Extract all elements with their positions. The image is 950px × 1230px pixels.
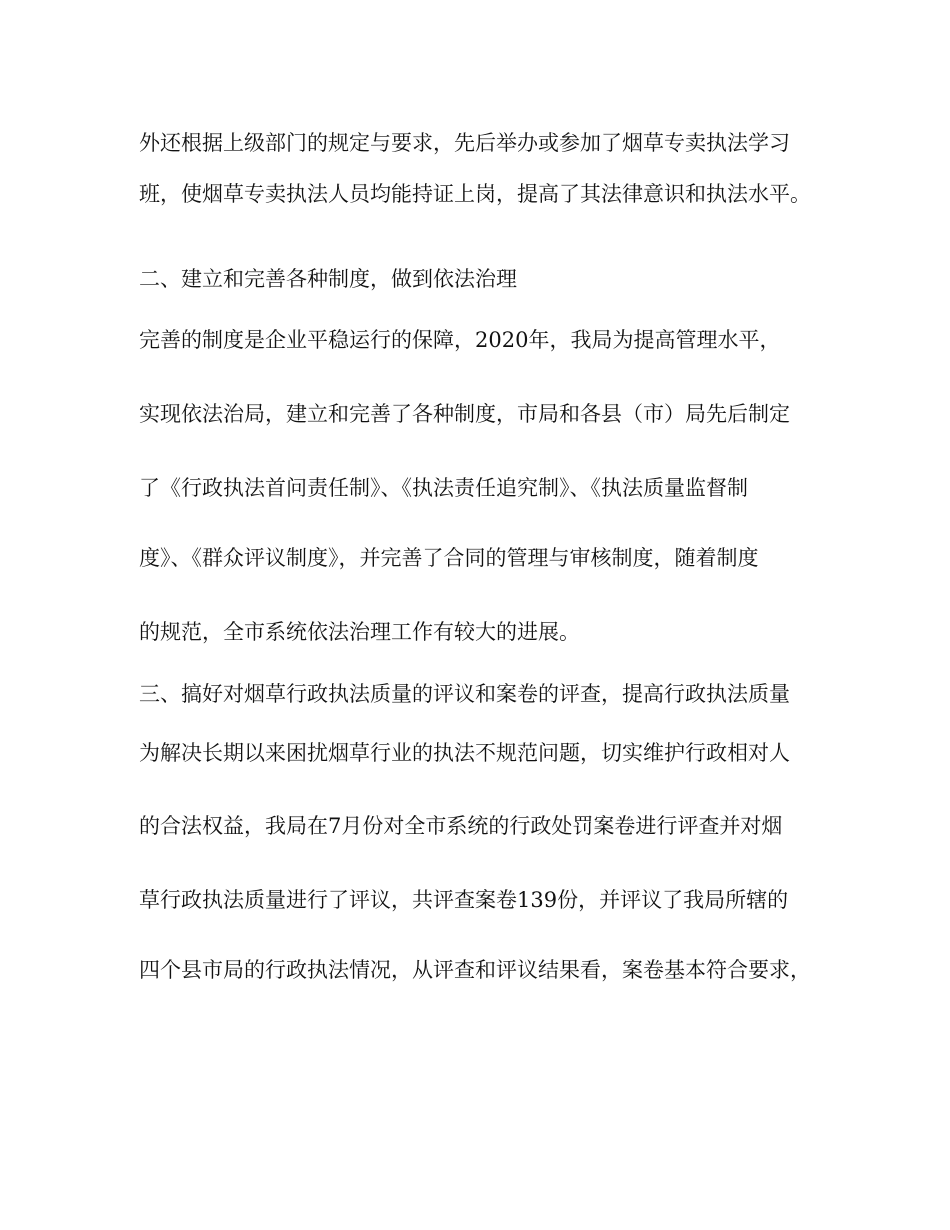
section-heading-2: 二、建立和完善各种制度，做到依法治理: [139, 267, 517, 291]
paragraph-line-6: 度》、《群众评议制度》，并完善了合同的管理与审核制度，随着制度: [139, 546, 759, 570]
paragraph-line-3: 完善的制度是企业平稳运行的保障，2020年，我局为提高管理水平，: [139, 328, 781, 352]
paragraph-line-9: 的合法权益，我局在7月份对全市系统的行政处罚案卷进行评查并对烟: [139, 814, 783, 838]
paragraph-line-4: 实现依法治局，建立和完善了各种制度，市局和各县（市）局先后制定: [139, 402, 790, 426]
paragraph-line-11: 四个县市局的行政执法情况，从评查和评议结果看，案卷基本符合要求，: [139, 958, 811, 982]
paragraph-line-8: 为解决长期以来困扰烟草行业的执法不规范问题，切实维护行政相对人: [139, 741, 790, 765]
paragraph-line-5: 了《行政执法首问责任制》、《执法责任追究制》、《执法质量监督制: [139, 476, 748, 500]
paragraph-line-7: 的规范，全市系统依法治理工作有较大的进展。: [139, 620, 580, 644]
paragraph-line-1: 外还根据上级部门的规定与要求，先后举办或参加了烟草专卖执法学习: [139, 131, 790, 155]
paragraph-line-10: 草行政执法质量进行了评议，共评查案卷139份，并评议了我局所辖的: [139, 888, 789, 912]
paragraph-line-2: 班，使烟草专卖执法人员均能持证上岗，提高了其法律意识和执法水平。: [139, 182, 811, 206]
section-heading-3: 三、搞好对烟草行政执法质量的评议和案卷的评查，提高行政执法质量: [139, 682, 790, 706]
